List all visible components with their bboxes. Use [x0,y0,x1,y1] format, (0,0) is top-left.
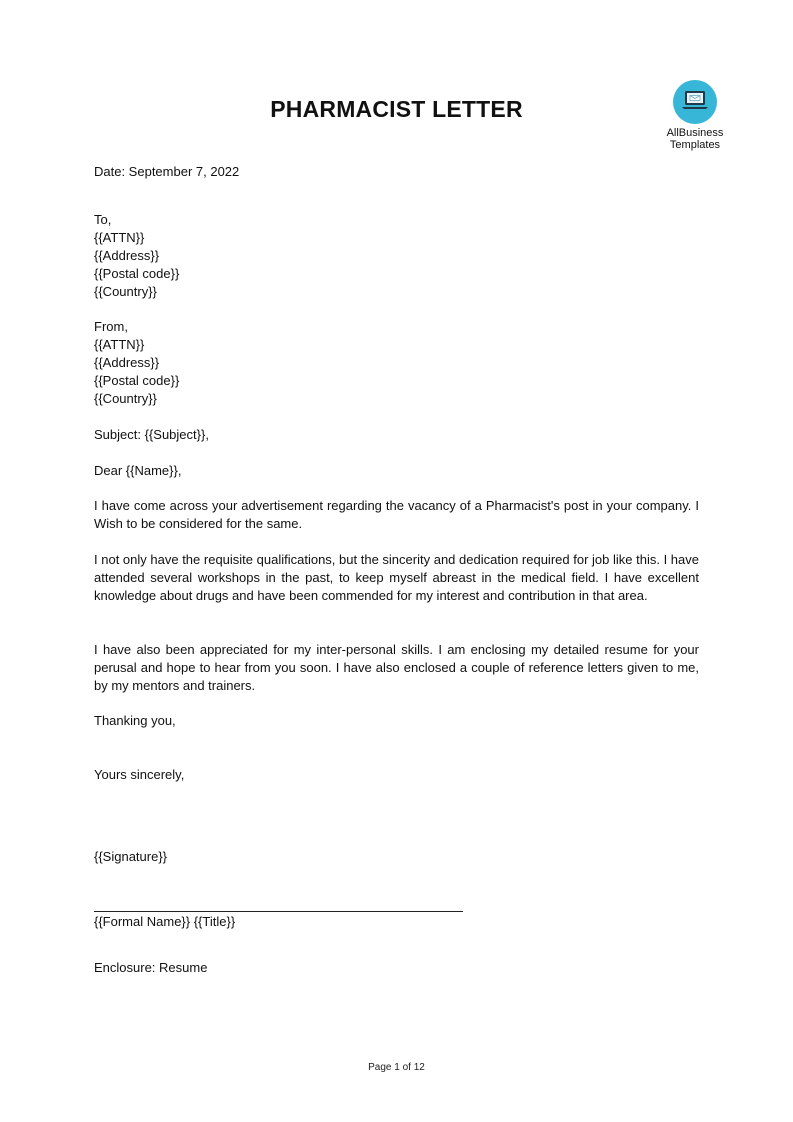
paragraph-1: I have come across your advertisement regarding the vacancy of a Pharmacist's post in your company. I Wish to be considered for the same. [94,498,699,531]
sender-block [94,318,699,408]
logo-text-line2: Templates [669,139,721,151]
date-line: Date: September 7, 2022 [94,164,240,179]
signature-placeholder: {{Signature}} [94,849,168,864]
to-attn: {{ATTN}} [94,230,145,245]
paragraph-3: I have also been appreciated for my inter-personal skills. I am enclosing my detailed resume for your perusal and hope to hear from you soon. I have also enclosed a couple of reference letters given to me, by my mentors and trainers. [94,642,699,693]
from-postal-code: {{Postal code}} [94,373,180,388]
to-country: {{Country}} [94,284,157,299]
laptop-icon [673,80,717,124]
from-address: {{Address}} [94,355,160,370]
signature-line [94,911,463,912]
document-title: PHARMACIST LETTER [270,96,523,122]
subject-line: Subject: {{Subject}}, [94,427,209,442]
to-address: {{Address}} [94,248,160,263]
to-label: To, [94,212,112,227]
formal-name: {{Formal Name}} {{Title}} [94,914,236,929]
closing-line: Yours sincerely, [94,767,185,782]
to-postal-code: {{Postal code}} [94,266,180,281]
salutation: Dear {{Name}}, [94,463,182,478]
thanking-line: Thanking you, [94,713,176,728]
from-attn: {{ATTN}} [94,337,145,352]
page-number: Page 1 of 12 [368,1062,425,1073]
from-country: {{Country}} [94,391,157,406]
paragraph-2: I not only have the requisite qualifications, but the sincerity and dedication required for job like this. I have attended several workshops in the past, to keep myself abreast in the medical field. I have excellent knowledge about drugs and have been commended for my interest and contribution in that area. [94,552,699,603]
logo-text-line1: AllBusiness [666,127,724,139]
enclosure-line: Enclosure: Resume [94,960,208,975]
recipient-block [94,211,699,301]
allbusiness-logo [655,80,735,151]
from-label: From, [94,319,128,334]
